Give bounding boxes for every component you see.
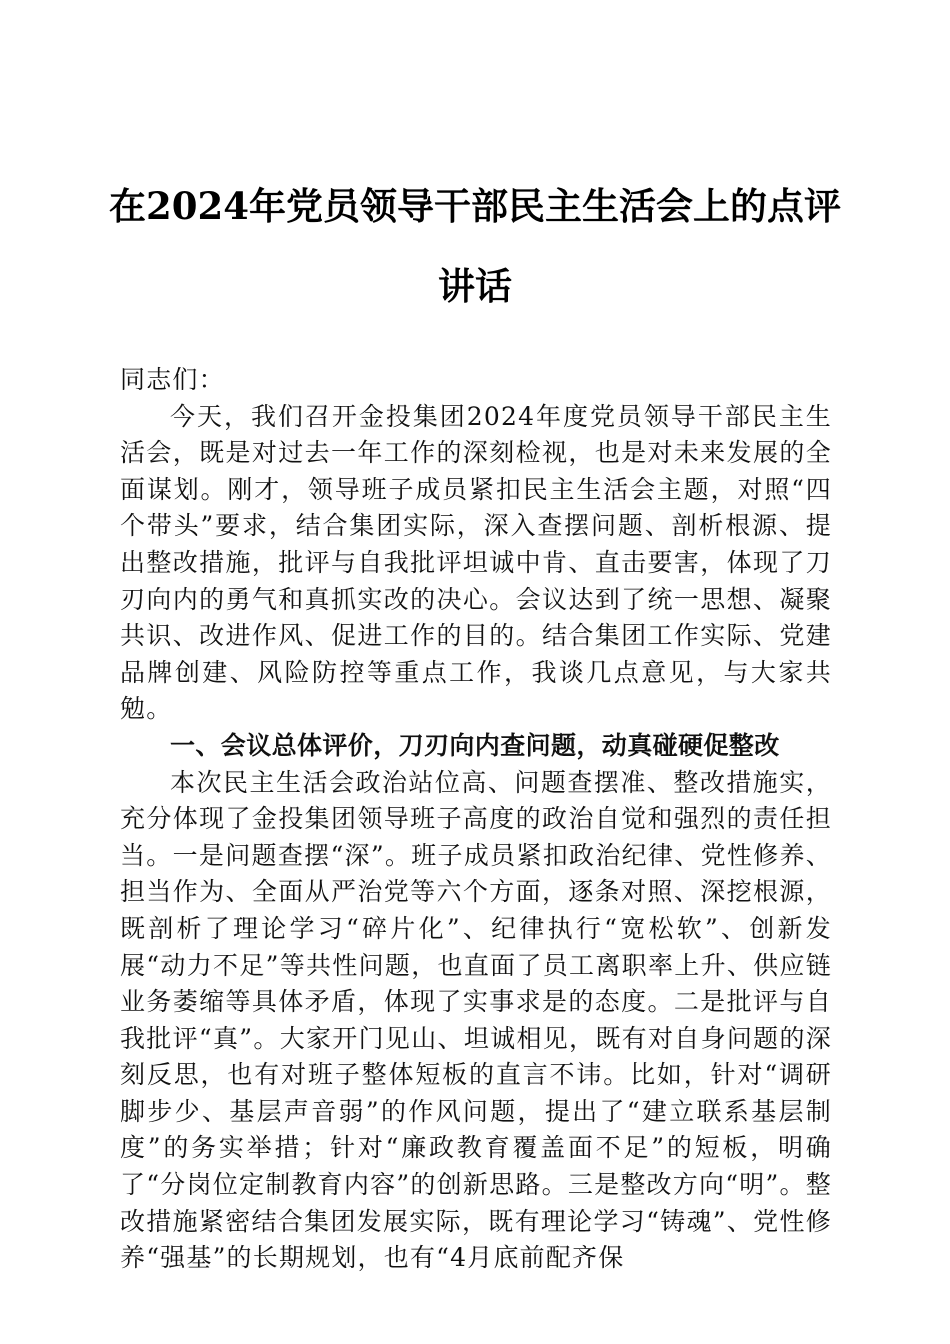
section-heading-1: 一、会议总体评价，刀刃向内查问题，动真碰硬促整改 [170,730,780,760]
salutation: 同志们： [120,365,225,394]
paragraph-intro: 今天，我们召开金投集团2024年度党员领导干部民主生活会，既是对过去一年工作的深刻检视，也是对未来发展的全面谋划。刚才，领导班子成员紧扣民主生活会主题，对照“四个带头”要求，结合集团实际，深入查摆问题、剖析根源、提出整改措施，批评与自我批评坦诚中肯、直击要害，体现了刀刃向内的勇气和真抓实改的决心。会议达到了统一思想、凝聚共识、改进作风、促进工作的目的。结合集团工作实际、党建品牌创建、风险防控等重点工作，我谈几点意见，与大家共勉。 [120,401,832,724]
title-line-2: 讲话 [438,264,512,308]
paragraph-evaluation: 本次民主生活会政治站位高、问题查摆准、整改措施实，充分体现了金投集团领导班子高度的政治自觉和强烈的责任担当。一是问题查摆“深”。班子成员紧扣政治纪律、党性修养、担当作为、全面从严治党等六个方面，逐条对照、深挖根源，既剖析了理论学习“碎片化”、纪律执行“宽松软”、创新发展“动力不足”等共性问题，也直面了员工离职率上升、供应链业务萎缩等具体矛盾，体现了实事求是的态度。二是批评与自我批评“真”。大家开门见山、坦诚相见，既有对自身问题的深刻反思，也有对班子整体短板的直言不讳。比如，针对“调研脚步少、基层声音弱”的作风问题，提出了“建立联系基层制度”的务实举措；针对“廉政教育覆盖面不足”的短板，明确了“分岗位定制教育内容”的创新思路。三是整改方向“明”。整改措施紧密结合集团发展实际，既有理论学习“铸魂”、党性修养“强基”的长期规划，也有“4月底前配齐保 [120,767,832,1273]
title-line-1: 在2024年党员领导干部民主生活会上的点评 [109,184,841,228]
document-body [120,362,832,1277]
document-title [100,166,850,326]
